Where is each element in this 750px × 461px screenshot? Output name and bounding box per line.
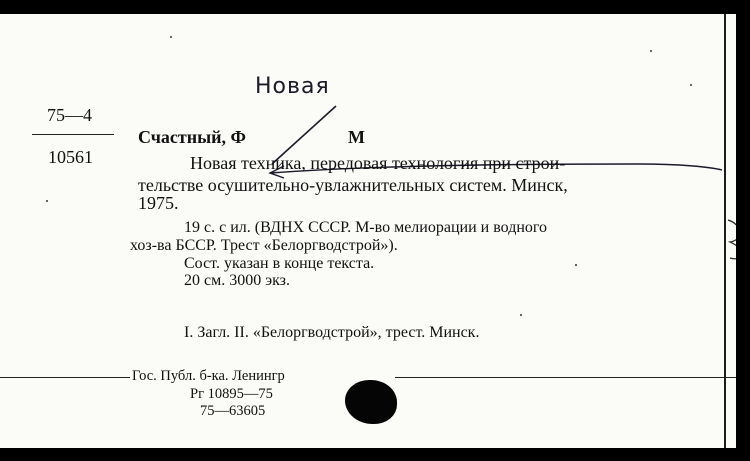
collation-line-2: хоз-ва БССР. Трест «Белоргводстрой»). (130, 237, 398, 254)
title-line-2: тельстве осушительно-увлажнительных систем. Минск, (138, 175, 568, 195)
dust-speck (170, 36, 172, 38)
stamp-library-line: Гос. Публ. б-ка. Ленингр (132, 368, 285, 384)
dust-speck (575, 264, 577, 266)
title-line-3: 1975. (138, 193, 179, 213)
edge-scribble (728, 220, 736, 259)
dust-speck (650, 50, 652, 52)
call-number-bottom: 10561 (48, 147, 93, 167)
author-name: Счастный, Ф (138, 127, 246, 147)
stamp-rule-left (0, 377, 130, 378)
handwritten-note: Новая (255, 74, 330, 99)
title-line-1: Новая техника, передовая технология при строи- (190, 153, 566, 173)
ink-blot (345, 380, 397, 424)
stamp-rule-right (395, 377, 736, 378)
catalog-card (0, 14, 736, 448)
stamp-register-number: Рг 10895—75 (190, 386, 273, 402)
dust-speck (690, 84, 692, 86)
collation-line-1: 19 с. с ил. (ВДНХ СССР. М-во мелиорации и водного (184, 219, 548, 236)
collation-line-4: 20 см. 3000 экз. (184, 272, 290, 289)
call-number-rule (32, 134, 114, 135)
collation-line-3: Сост. указан в конце текста. (184, 255, 375, 272)
stamp-card-number: 75—63605 (200, 403, 266, 419)
tracings-line: I. Загл. II. «Белоргводстрой», трест. Минск. (184, 324, 480, 341)
call-number-top: 75—4 (47, 105, 92, 125)
author-initial: М (348, 127, 365, 147)
dust-speck (46, 200, 48, 202)
dust-speck (520, 314, 522, 316)
